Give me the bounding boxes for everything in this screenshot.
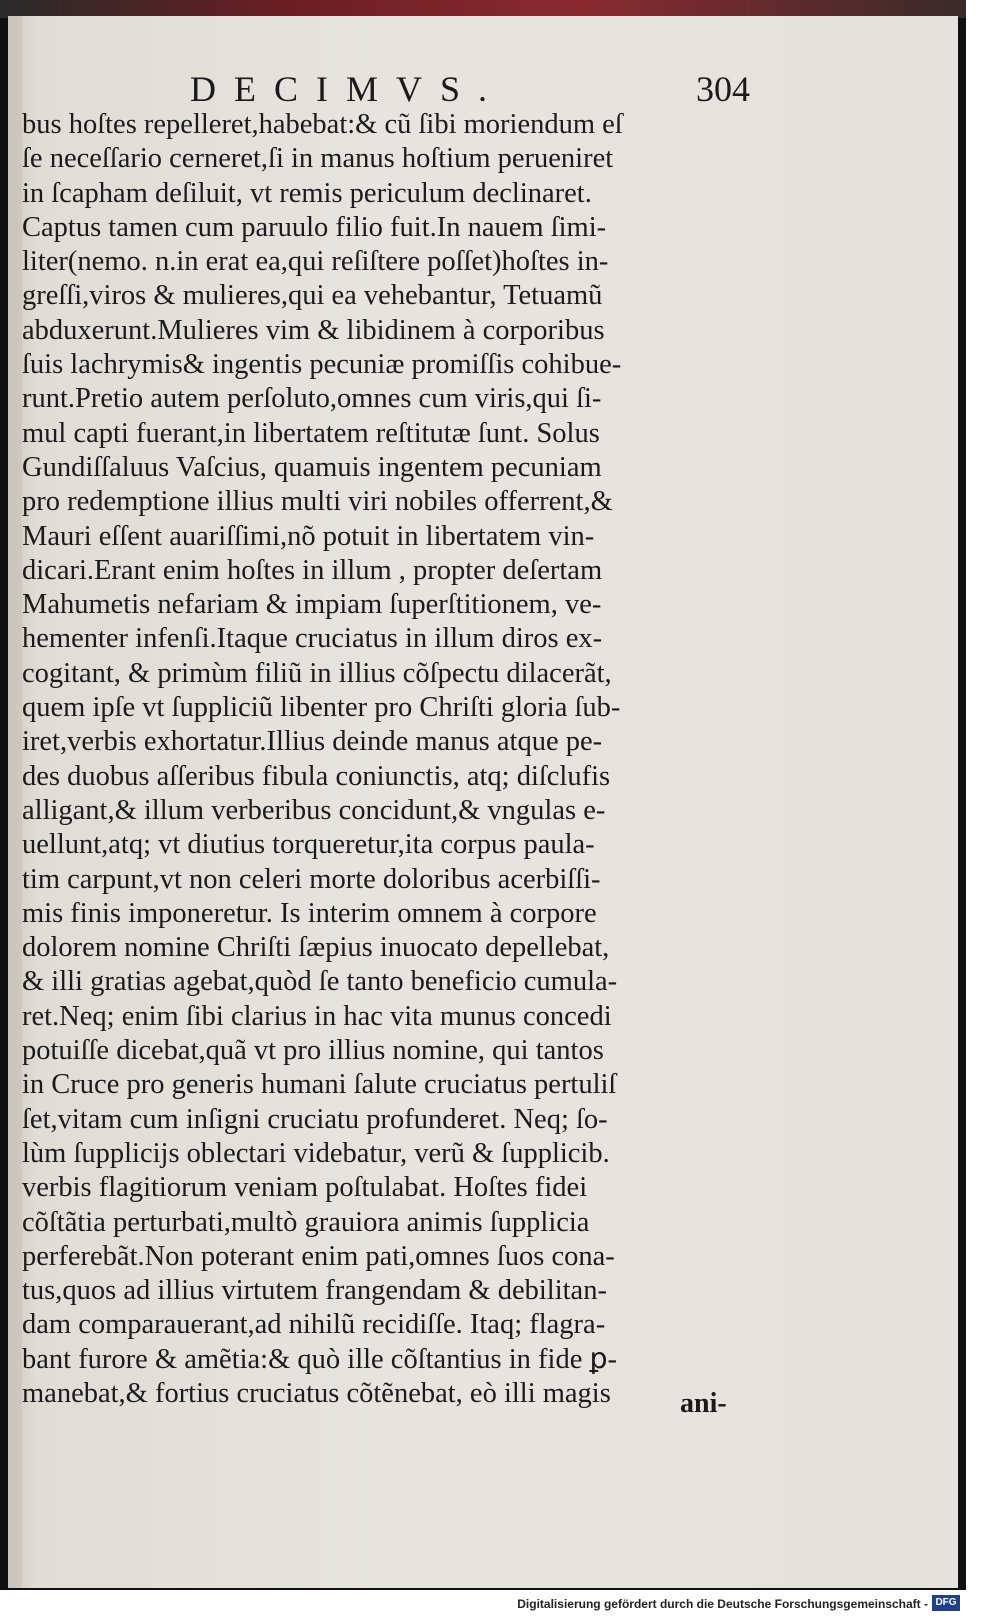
text-line: greſſi,viros & mulieres,qui ea vehebantur, Tetuamũ — [22, 280, 603, 312]
text-line: lùm ſupplicijs oblectari videbatur, verũ & ſupplicib. — [22, 1137, 610, 1169]
page-number: 304 — [696, 69, 750, 109]
text-line: mul capti fuerant,in libertatem reſtitutæ ſunt. Solus — [22, 417, 600, 449]
text-line: verbis flagitiorum veniam poſtulabat. Hoſtes fidei — [22, 1172, 588, 1204]
text-line: tim carpunt,vt non celeri morte doloribus acerbiſſi- — [22, 863, 601, 895]
text-line: tus,quos ad illius virtutem frangendam & debilitan- — [22, 1275, 607, 1307]
footer-credit: Digitalisierung gefördert durch die Deutsche Forschungsgemeinschaft - — [517, 1597, 928, 1611]
text-line: abduxerunt.Mulieres vim & libidinem à corporibus — [22, 314, 605, 346]
text-line: des duobus aſſeribus fibula coniunctis, atq; diſclufis — [22, 760, 611, 792]
text-line: Mahumetis nefariam & impiam ſuperſtitionem, ve- — [22, 589, 602, 621]
text-line: Gundiſſaluus Vaſcius, quamuis ingentem pecuniam — [22, 451, 602, 483]
text-line: Captus tamen cum paruulo filio fuit.In nauem ſimi- — [22, 211, 607, 243]
text-line: dam comparauerant,ad nihilũ recidiſſe. Itaq; flagra- — [22, 1309, 606, 1341]
text-line: ſe neceſſario cerneret,ſi in manus hoſtium perueniret — [22, 143, 614, 175]
text-line: runt.Pretio autem perſoluto,omnes cum viris,qui ſi- — [22, 383, 602, 415]
text-line: pro redemptione illius multi viri nobiles offerrent,& — [22, 486, 613, 518]
text-line: potuiſſe dicebat,quã vt pro illius nomine, qui tantos — [22, 1035, 604, 1067]
body-text — [22, 108, 757, 1411]
text-line: mis finis imponeretur. Is interim omnem à corpore — [22, 897, 597, 929]
catchword: ani- — [680, 1388, 727, 1419]
gutter-shadow — [8, 16, 22, 1588]
text-line: perferebãt.Non poterant enim pati,omnes ſuos cona- — [22, 1240, 615, 1272]
text-line: ſuis lachrymis& ingentis pecuniæ promiſſis cohibue- — [22, 349, 622, 381]
running-head-title: DECIMVS. — [190, 69, 506, 109]
text-line: cogitant, & primùm filiũ in illius cõſpectu dilacerãt, — [22, 657, 612, 689]
text-line: dolorem nomine Chriſti ſæpius inuocato depellebat, — [22, 932, 610, 964]
text-line: ſet,vitam cum inſigni cruciatu profunderet. Neq; ſo- — [22, 1103, 608, 1135]
text-line: in Cruce pro generis humani ſalute cruciatus pertuliſ — [22, 1069, 617, 1101]
dfg-logo: DFG — [932, 1595, 960, 1611]
text-line: dicari.Erant enim hoſtes in illum , propter deſertam — [22, 554, 603, 586]
text-line: cõſtãtia perturbati,multò grauiora animis ſupplicia — [22, 1206, 590, 1238]
text-line: uellunt,atq; vt diutius torqueretur,ita corpus paula- — [22, 829, 595, 861]
text-line: in ſcapham deſiluit, vt remis periculum declinaret. — [22, 177, 592, 209]
text-line: bus hoſtes repelleret,habebat:& cũ ſibi moriendum eſ — [22, 109, 623, 140]
text-line: alligant,& illum verberibus concidunt,& vngulas e- — [22, 794, 606, 826]
text-line: Mauri eſſent auariſſimi,nõ potuit in libertatem vin- — [22, 520, 595, 552]
text-line: iret,verbis exhortatur.Illius deinde manus atque pe- — [22, 726, 603, 758]
text-line: quem ipſe vt ſuppliciũ libenter pro Chriſti gloria ſub- — [22, 692, 621, 724]
footer-bar — [0, 1590, 1000, 1621]
text-line: hementer infenſi.Itaque cruciatus in illum diros ex- — [22, 623, 603, 655]
text-line: ret.Neq; enim ſibi clarius in hac vita munus concedi — [22, 1000, 612, 1032]
text-line: bant furore & amẽtia:& quò ille cõſtantius in fide ꝑ- — [22, 1343, 618, 1375]
text-line: manebat,& fortius cruciatus cõtẽnebat, eò illi magis — [22, 1377, 611, 1409]
text-line: liter(nemo. n.in erat ea,qui reſiſtere poſſet)hoſtes in- — [22, 246, 609, 278]
text-line: & illi gratias agebat,quòd ſe tanto beneficio cumula- — [22, 966, 618, 998]
